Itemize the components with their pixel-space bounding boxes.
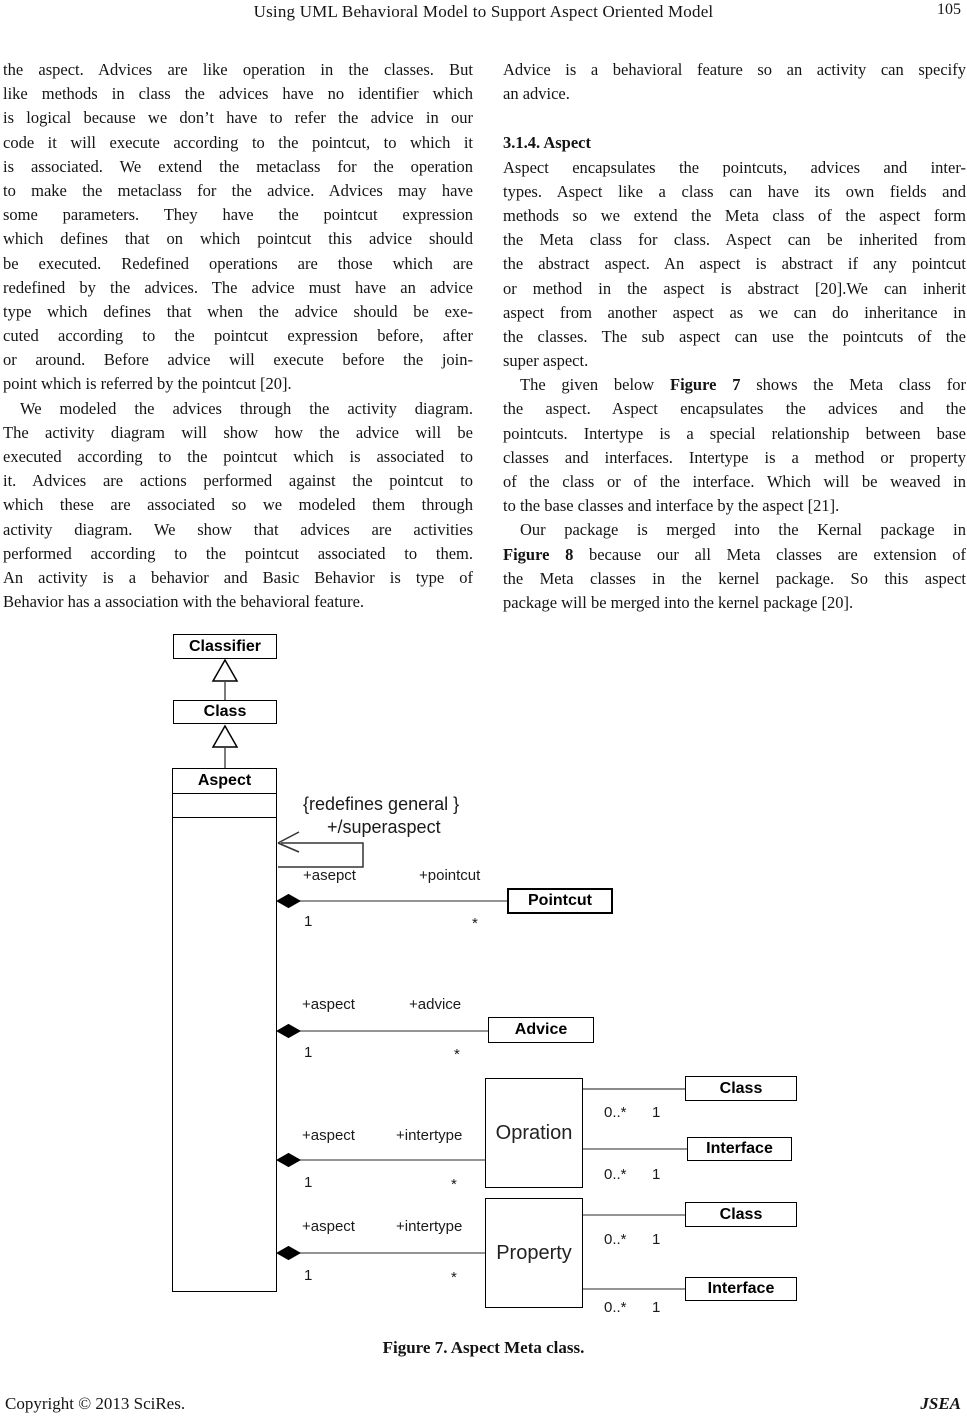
text-line: activity diagram. We show that advices are activities [3, 519, 473, 539]
text-line: is logical because we don’t have to refer the advice in our [3, 108, 473, 128]
uml-class-name: Class [719, 1205, 763, 1223]
composition-association-icon [277, 1025, 488, 1038]
role-label: +pointcut [419, 867, 481, 884]
aspect-name-compartment [173, 769, 276, 794]
journal-abbreviation: JSEA [920, 1394, 961, 1413]
generalization-arrow-icon [213, 726, 237, 768]
text-line: Aspect encapsulates the pointcuts, advices and inter- [503, 157, 966, 177]
multiplicity-label: * [472, 915, 478, 932]
multiplicity-label: 0..* [604, 1299, 627, 1316]
multiplicity-label: 1 [652, 1166, 661, 1183]
text-line: the classes. The sub aspect can use the pointcuts of the [503, 326, 966, 346]
uml-class-name: Class [719, 1079, 763, 1097]
text-line: to the base classes and interface by the aspect [21]. [503, 496, 840, 516]
text-line: the Meta class for class. Aspect can be inherited from [503, 230, 966, 250]
text-line: some parameters. They have the pointcut expression [3, 205, 473, 225]
uml-class-name: Property [496, 1241, 572, 1264]
text-line: which defines that on which pointcut this advice should [3, 229, 473, 249]
text-line: or around. Before advice will execute before the join- [3, 350, 473, 370]
text-line: an advice. [503, 84, 570, 104]
text-line: super aspect. [503, 351, 589, 371]
multiplicity-label: 1 [652, 1299, 661, 1316]
uml-class-name: Aspect [197, 772, 252, 789]
multiplicity-label: 1 [304, 913, 313, 930]
text-line: performed according to the pointcut associated to them. [3, 543, 473, 563]
text-line: code it will execute according to the pointcut, to which it [3, 132, 473, 152]
text-line: executed according to the pointcut which is associated to [3, 447, 473, 466]
section-heading: 3.1.4. Aspect [503, 133, 591, 153]
multiplicity-label: 1 [304, 1044, 313, 1061]
text-line: pointcuts. Intertype is a special relationship between base [503, 423, 966, 443]
multiplicity-label: 0..* [604, 1166, 627, 1183]
redefines-constraint-label: {redefines general } [303, 794, 460, 814]
role-label: +aspect [302, 1127, 355, 1144]
figure-caption: Figure 7. Aspect Meta class. [382, 1338, 585, 1357]
text-line: The given below Figure 7 shows the Meta class for [520, 375, 966, 395]
multiplicity-label: * [451, 1269, 457, 1286]
uml-class-pointcut [507, 888, 613, 914]
role-label: +asepct [303, 867, 356, 884]
text-line: cuted according to the pointcut expression before, after [3, 326, 473, 346]
uml-class-class-of-opration [685, 1076, 797, 1101]
aspect-attributes-compartment [173, 794, 276, 818]
composition-association-icon [277, 1247, 485, 1260]
uml-class-name: Interface [707, 1280, 775, 1297]
page-number: 105 [937, 1, 961, 18]
uml-class-name: Class [203, 703, 247, 720]
multiplicity-label: 1 [652, 1104, 661, 1121]
composition-association-icon [277, 895, 507, 908]
uml-class-interface-of-property [685, 1277, 797, 1301]
text-line: Behavior has a association with the behavioral feature. [3, 592, 365, 612]
text-line: package will be merged into the kernel package [20]. [503, 592, 854, 612]
uml-class-advice [488, 1017, 594, 1043]
text-line: aspect from another aspect as we can do inheritance in [503, 302, 966, 322]
role-label: +intertype [396, 1127, 463, 1144]
text-line: the abstract aspect. An aspect is abstract if any pointcut [503, 254, 966, 274]
uml-class-interface-of-opration [687, 1137, 792, 1161]
text-line: which these are associated so we modeled them through [3, 495, 473, 515]
multiplicity-label: 0..* [604, 1231, 627, 1248]
uml-class-aspect [172, 768, 277, 1292]
text-line: We modeled the advices through the activity diagram. [20, 398, 473, 418]
text-line: the aspect. Aspect encapsulates the advices and the [503, 399, 966, 419]
multiplicity-label: 0..* [604, 1104, 627, 1121]
text-line: redefined by the advices. The advice must have an advice [3, 277, 473, 297]
text-line: classes and interfaces. Intertype is a method or property [503, 447, 966, 467]
text-line: type which defines that when the advice should be exe- [3, 301, 473, 321]
multiplicity-label: * [451, 1176, 457, 1193]
uml-class-name: Classifier [188, 637, 262, 655]
text-line: Advice is a behavioral feature so an activity can specify [503, 60, 966, 79]
copyright-notice: Copyright © 2013 SciRes. [5, 1394, 186, 1413]
text-line: An activity is a behavior and Basic Behavior is type of [3, 567, 473, 587]
uml-class-name: Opration [495, 1121, 573, 1144]
text-line: or method in the aspect is abstract [20].We can inherit [503, 278, 966, 298]
multiplicity-label: 1 [304, 1267, 313, 1284]
text-line: types. Aspect like a class can have its own fields and [503, 181, 966, 201]
text-line: point which is referred by the pointcut [20]. [3, 374, 292, 394]
uml-class-class [173, 700, 277, 724]
text-line: Our package is merged into the Kernal package in [520, 520, 966, 540]
superaspect-role-label: +/superaspect [327, 817, 441, 837]
text-line: it. Advices are actions performed against the pointcut to [3, 471, 473, 491]
uml-class-opration [485, 1078, 583, 1188]
multiplicity-label: 1 [652, 1231, 661, 1248]
uml-class-name: Pointcut [528, 892, 592, 909]
generalization-arrow-icon [213, 660, 237, 700]
text-line: The activity diagram will show how the advice will be [3, 422, 473, 442]
composition-association-icon [277, 1154, 485, 1167]
running-head-title: Using UML Behavioral Model to Support Aspect Oriented Model [253, 2, 714, 21]
text-line: Figure 8 because our all Meta classes are extension of [503, 544, 966, 564]
uml-class-classifier [173, 634, 277, 659]
uml-class-property [485, 1198, 583, 1308]
text-line: to make the metaclass for the advice. Advices may have [3, 180, 473, 200]
role-label: +aspect [302, 996, 355, 1013]
text-line: of the class or of the interface. Which will be weaved in [503, 472, 966, 491]
uml-class-name: Advice [514, 1021, 568, 1038]
multiplicity-label: * [454, 1046, 460, 1063]
text-line: is associated. We extend the metaclass for the operation [3, 156, 473, 176]
text-line: methods so we extend the Meta class of the aspect form [503, 205, 966, 225]
text-line: be executed. Redefined operations are those which are [3, 253, 473, 273]
text-line: the Meta classes in the kernel package. So this aspect [503, 568, 966, 588]
role-label: +intertype [396, 1218, 463, 1235]
text-line: the aspect. Advices are like operation in the classes. But [3, 60, 473, 79]
multiplicity-label: 1 [304, 1174, 313, 1191]
role-label: +aspect [302, 1218, 355, 1235]
text-line: like methods in class the advices have no identifier which [3, 84, 473, 104]
role-label: +advice [409, 996, 462, 1013]
uml-class-name: Interface [706, 1140, 773, 1157]
uml-class-class-of-property [685, 1202, 797, 1227]
